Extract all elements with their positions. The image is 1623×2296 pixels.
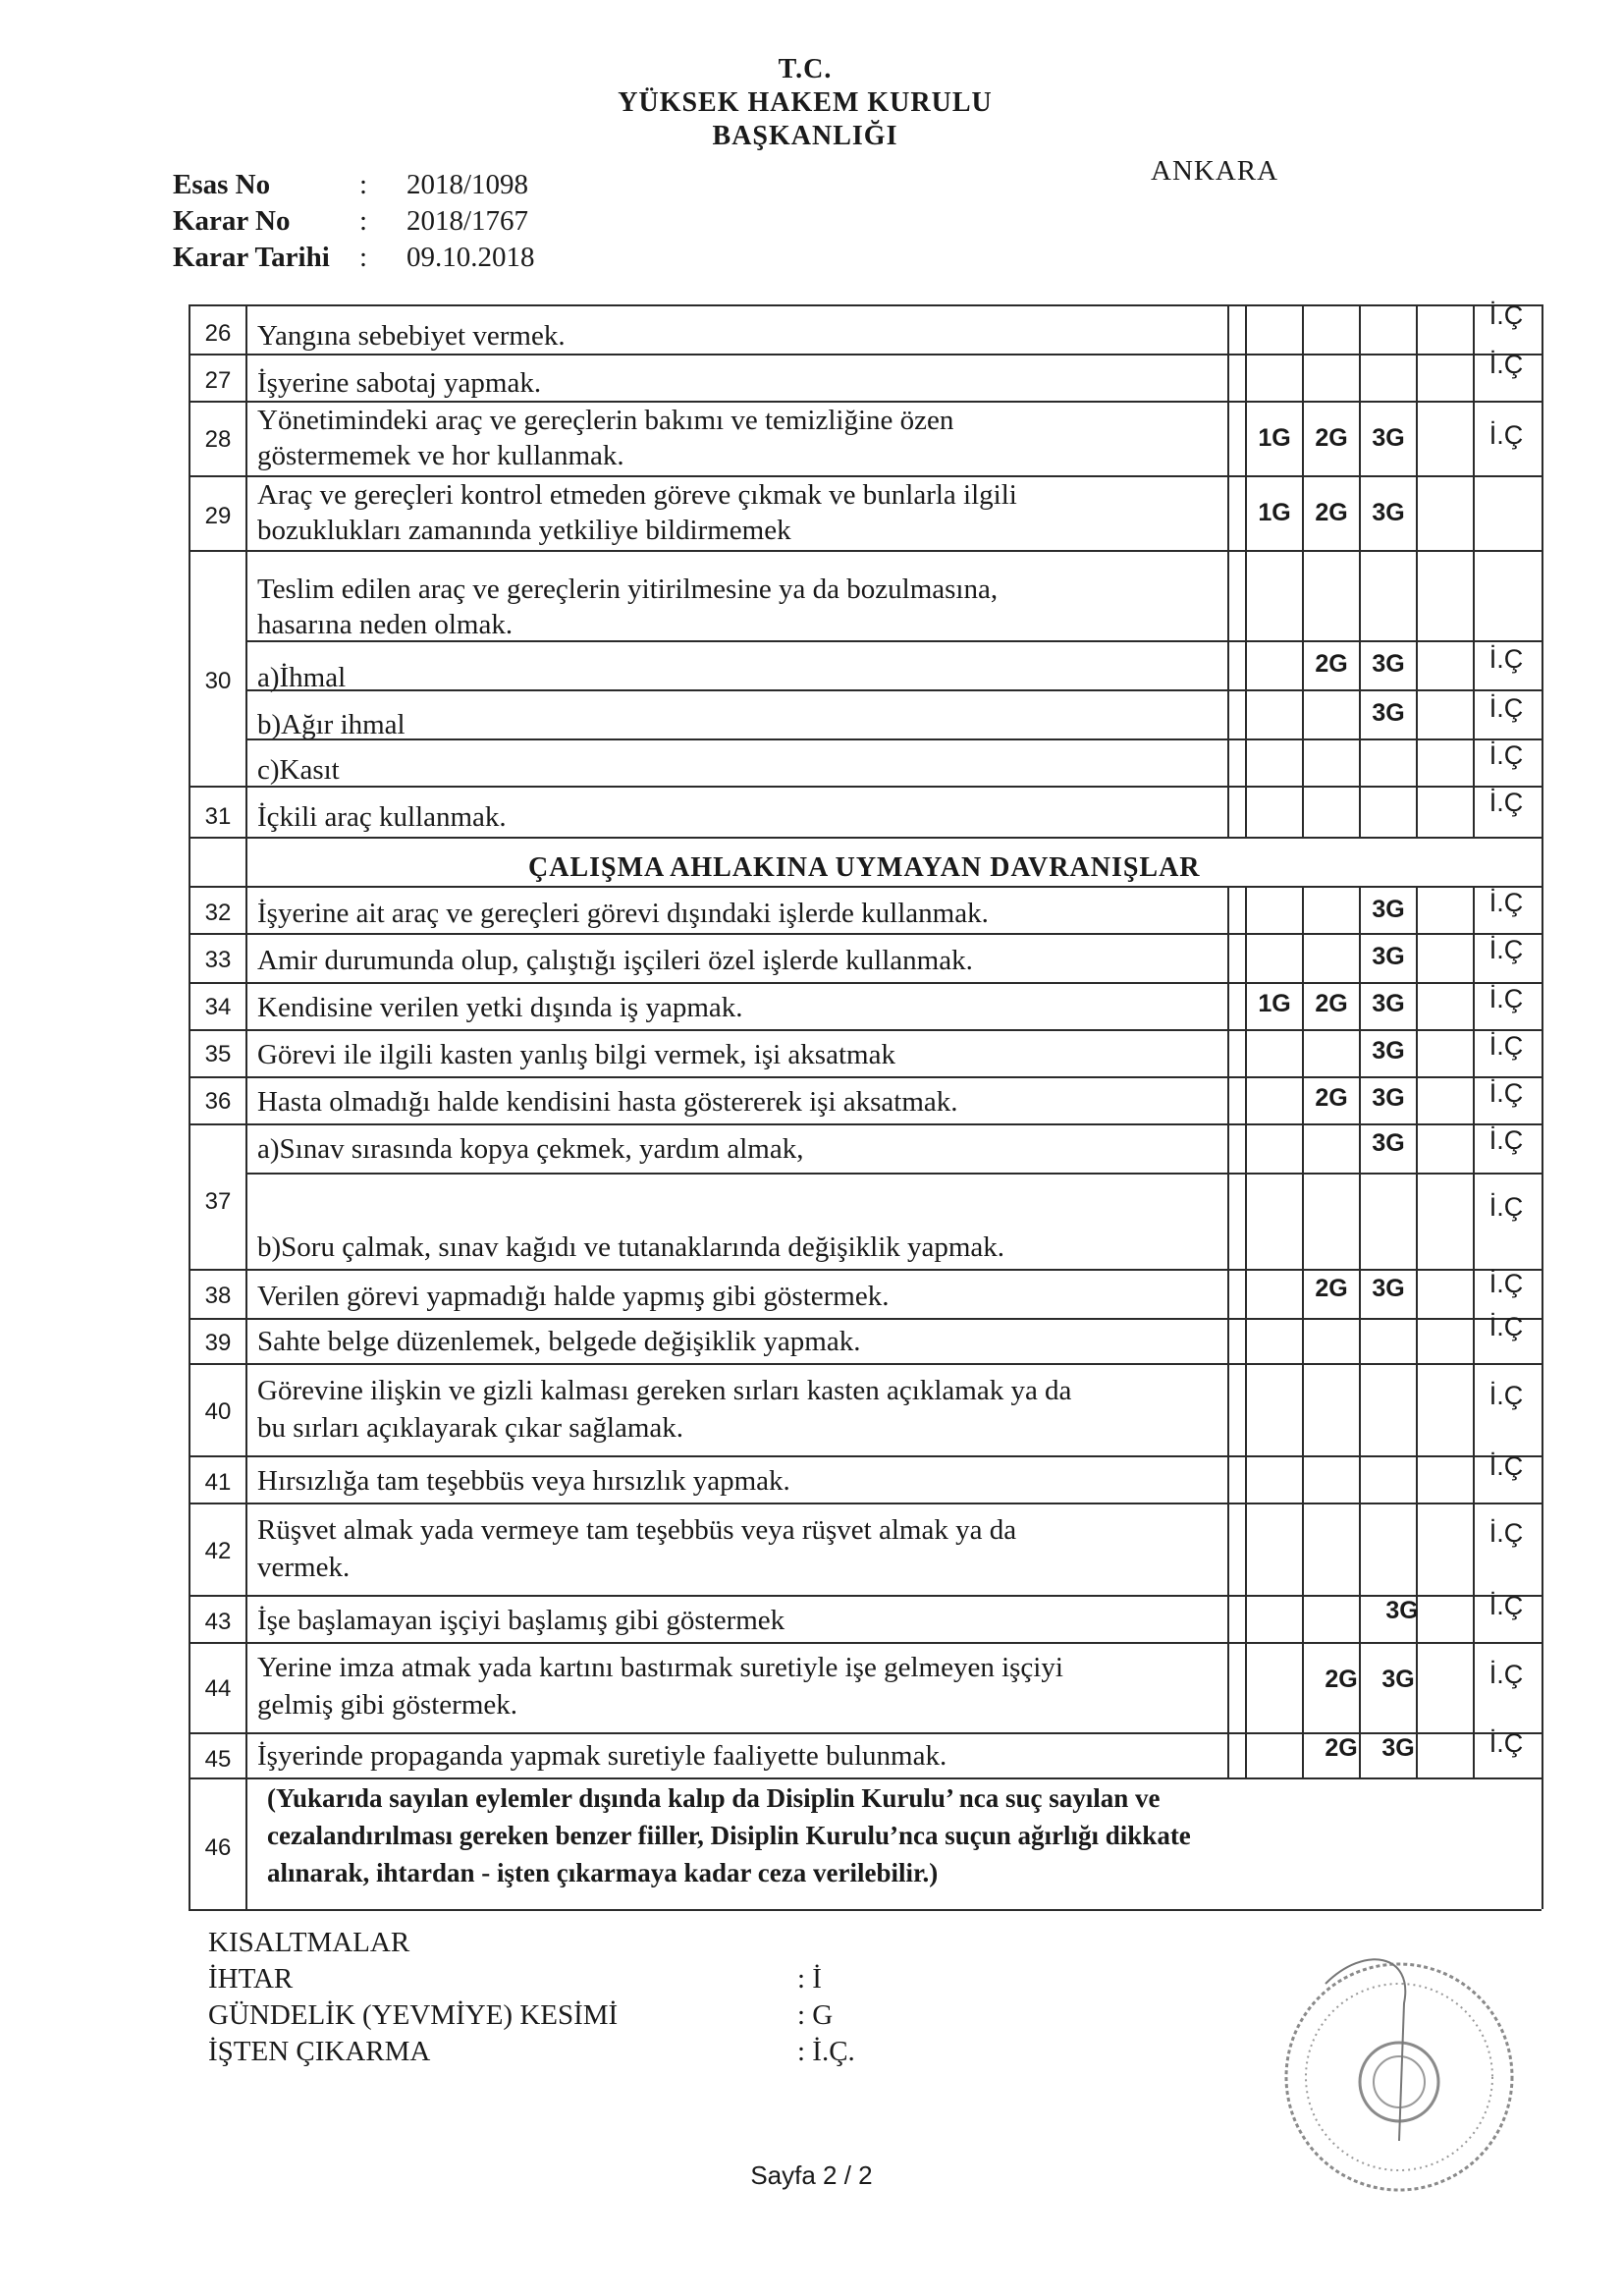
dismissal-mark: İ.Ç — [1488, 1451, 1524, 1481]
offense-text-cont: bu sırları açıklayarak çıkar sağlamak. — [257, 1412, 683, 1444]
penalty-2g: 2G — [1315, 990, 1348, 1017]
penalty-1g: 1G — [1258, 424, 1291, 452]
penalty-3g: 3G — [1372, 424, 1405, 452]
row-number: 34 — [204, 994, 232, 1020]
offense-text: Görevine ilişkin ve gizli kalması gereken sırları kasten açıklamak ya da — [257, 1375, 1072, 1406]
row-number: 44 — [204, 1675, 232, 1702]
dismissal-mark: İ.Ç — [1488, 740, 1524, 770]
row-number: 46 — [204, 1834, 232, 1861]
tarih-label: Karar Tarihi — [173, 242, 330, 273]
case-meta: Esas No : 2018/1098 Karar No : 2018/1767 Karar Tarihi : 09.10.2018 — [173, 167, 535, 276]
offense-text: Teslim edilen araç ve gereçlerin yitirilmesine ya da bozulmasına, — [257, 574, 999, 605]
dismissal-mark: İ.Ç — [1488, 1660, 1524, 1689]
penalty-1g: 1G — [1258, 499, 1291, 526]
row-number: 41 — [204, 1469, 232, 1496]
row-number: 30 — [204, 668, 232, 694]
dismissal-mark: İ.Ç — [1488, 1031, 1524, 1061]
tarih-value: 09.10.2018 — [406, 242, 535, 273]
general-clause-line1: (Yukarıda sayılan eylemler dışında kalıp da Disiplin Kurulu’ nca suç sayılan ve — [267, 1783, 1161, 1813]
offense-text: Araç ve gereçleri kontrol etmeden göreve çıkmak ve bunlarla ilgili — [257, 479, 1017, 511]
dismissal-mark: İ.Ç — [1488, 1192, 1524, 1222]
dismissal-mark: İ.Ç — [1488, 788, 1524, 817]
penalty-3g: 3G — [1372, 943, 1405, 970]
esas-value: 2018/1098 — [406, 169, 529, 200]
row-number: 35 — [204, 1041, 232, 1067]
offense-text: İşyerine sabotaj yapmak. — [257, 367, 542, 399]
offense-text: İşyerinde propaganda yapmak suretiyle faaliyette bulunmak. — [257, 1740, 947, 1772]
row-number: 33 — [204, 947, 232, 973]
section-title: ÇALIŞMA AHLAKINA UYMAYAN DAVRANIŞLAR — [528, 852, 1201, 883]
offense-text-cont: hasarına neden olmak. — [257, 609, 514, 640]
offense-subitem-b: b)Soru çalmak, sınav kağıdı ve tutanaklarında değişiklik yapmak. — [257, 1231, 1005, 1263]
offense-subitem-a: a)Sınav sırasında kopya çekmek, yardım almak, — [257, 1133, 804, 1165]
abbr-key: İHTAR — [208, 1963, 294, 1995]
penalty-3g: 3G — [1372, 990, 1405, 1017]
dismissal-mark: İ.Ç — [1488, 1078, 1524, 1108]
penalty-3g: 3G — [1381, 1734, 1415, 1762]
offense-text-cont: vermek. — [257, 1552, 351, 1583]
penalty-2g: 2G — [1315, 1084, 1348, 1112]
row-number: 29 — [204, 503, 232, 529]
dismissal-mark: İ.Ç — [1488, 888, 1524, 917]
penalty-2g: 2G — [1325, 1666, 1358, 1693]
dismissal-mark: İ.Ç — [1488, 1269, 1524, 1298]
penalty-3g: 3G — [1372, 499, 1405, 526]
offense-text: İçkili araç kullanmak. — [257, 801, 507, 833]
penalty-2g: 2G — [1315, 424, 1348, 452]
karar-label: Karar No — [173, 205, 291, 237]
penalty-3g: 3G — [1372, 896, 1405, 923]
offense-text: İşe başlamayan işçiyi başlamış gibi göstermek — [257, 1605, 785, 1636]
dismissal-mark: İ.Ç — [1488, 301, 1524, 330]
page-number: Sayfa 2 / 2 — [750, 2160, 873, 2190]
penalty-3g: 3G — [1372, 1037, 1405, 1065]
penalty-3g: 3G — [1372, 1129, 1405, 1157]
penalty-3g: 3G — [1372, 1084, 1405, 1112]
general-clause-line3: alınarak, ihtardan - işten çıkarmaya kadar ceza verilebilir.) — [267, 1858, 939, 1887]
penalty-3g: 3G — [1385, 1597, 1419, 1624]
penalty-1g: 1G — [1258, 990, 1291, 1017]
offense-text: Sahte belge düzenlemek, belgede değişiklik yapmak. — [257, 1326, 861, 1357]
abbr-key: İŞTEN ÇIKARMA — [208, 2036, 431, 2067]
abbr-key: GÜNDELİK (YEVMİYE) KESİMİ — [208, 1999, 619, 2031]
offense-text-cont: göstermemek ve hor kullanmak. — [257, 440, 624, 471]
offense-text: Verilen görevi yapmadığı halde yapmış gibi göstermek. — [257, 1281, 890, 1312]
penalty-3g: 3G — [1372, 1275, 1405, 1302]
dismissal-mark: İ.Ç — [1488, 984, 1524, 1013]
offense-text: Yangına sebebiyet vermek. — [257, 320, 566, 352]
penalty-2g: 2G — [1315, 1275, 1348, 1302]
offense-text: Rüşvet almak yada vermeye tam teşebbüs veya rüşvet almak ya da — [257, 1514, 1017, 1546]
row-number: 32 — [204, 900, 232, 926]
abbr-value: : İ.Ç. — [797, 2036, 855, 2067]
dismissal-mark: İ.Ç — [1488, 644, 1524, 674]
abbreviations — [208, 1925, 855, 2070]
penalty-3g: 3G — [1372, 650, 1405, 678]
row-number: 42 — [204, 1538, 232, 1564]
row-number: 43 — [204, 1609, 232, 1635]
row-number: 38 — [204, 1283, 232, 1309]
offense-text: Hasta olmadığı halde kendisini hasta göstererek işi aksatmak. — [257, 1086, 958, 1118]
offense-text: Görevi ile ilgili kasten yanlış bilgi vermek, işi aksatmak — [257, 1039, 895, 1070]
abbreviations-title: KISALTMALAR — [208, 1927, 410, 1958]
offense-text-cont: bozuklukları zamanında yetkiliye bildirmemek — [257, 515, 791, 546]
offense-text: İşyerine ait araç ve gereçleri görevi dışındaki işlerde kullanmak. — [257, 898, 989, 929]
dismissal-mark: İ.Ç — [1488, 935, 1524, 964]
offense-text: Amir durumunda olup, çalıştığı işçileri özel işlerde kullanmak. — [257, 945, 973, 976]
header-presidency: BAŞKANLIĞI — [712, 121, 898, 151]
row-number: 36 — [204, 1088, 232, 1115]
row-number: 28 — [204, 426, 232, 453]
offense-text: Kendisine verilen yetki dışında iş yapmak. — [257, 992, 743, 1023]
dismissal-mark: İ.Ç — [1488, 693, 1524, 723]
offense-subitem-c: c)Kasıt — [257, 754, 340, 786]
dismissal-mark: İ.Ç — [1488, 350, 1524, 379]
row-number: 31 — [204, 803, 232, 830]
row-number: 39 — [204, 1330, 232, 1356]
row-number: 40 — [204, 1398, 232, 1425]
header-institution: YÜKSEK HAKEM KURULU — [618, 87, 993, 118]
dismissal-mark: İ.Ç — [1488, 1728, 1524, 1758]
abbr-value: : İ — [797, 1963, 822, 1995]
penalty-3g: 3G — [1372, 699, 1405, 727]
offense-subitem-a: a)İhmal — [257, 662, 347, 693]
penalty-3g: 3G — [1381, 1666, 1415, 1693]
dismissal-mark: İ.Ç — [1488, 420, 1524, 450]
penalty-2g: 2G — [1315, 650, 1348, 678]
dismissal-mark: İ.Ç — [1488, 1591, 1524, 1620]
dismissal-mark: İ.Ç — [1488, 1125, 1524, 1155]
header-tc: T.C. — [778, 54, 833, 84]
dismissal-mark: İ.Ç — [1488, 1381, 1524, 1410]
karar-value: 2018/1767 — [406, 205, 529, 237]
offense-text: Hırsızlığa tam teşebbüs veya hırsızlık yapmak. — [257, 1465, 790, 1497]
header-city: ANKARA — [1151, 155, 1279, 187]
offense-text-cont: gelmiş gibi göstermek. — [257, 1689, 517, 1721]
abbr-value: : G — [797, 1999, 834, 2031]
penalty-2g: 2G — [1315, 499, 1348, 526]
row-number: 37 — [204, 1188, 232, 1215]
penalty-2g: 2G — [1325, 1734, 1358, 1762]
offense-text: Yerine imza atmak yada kartını bastırmak suretiyle işe gelmeyen işçiyi — [257, 1652, 1063, 1683]
dismissal-mark: İ.Ç — [1488, 1312, 1524, 1341]
offense-text: Yönetimindeki araç ve gereçlerin bakımı ve temizliğine özen — [257, 405, 954, 436]
row-number: 27 — [204, 367, 232, 394]
dismissal-mark: İ.Ç — [1488, 1518, 1524, 1548]
row-number: 26 — [204, 320, 232, 347]
esas-label: Esas No — [173, 169, 271, 200]
general-clause-line2: cezalandırılması gereken benzer fiiller, Disiplin Kurulu’nca suçun ağırlığı dikkate — [267, 1821, 1191, 1850]
row-number: 45 — [204, 1746, 232, 1773]
offense-subitem-b: b)Ağır ihmal — [257, 709, 406, 740]
